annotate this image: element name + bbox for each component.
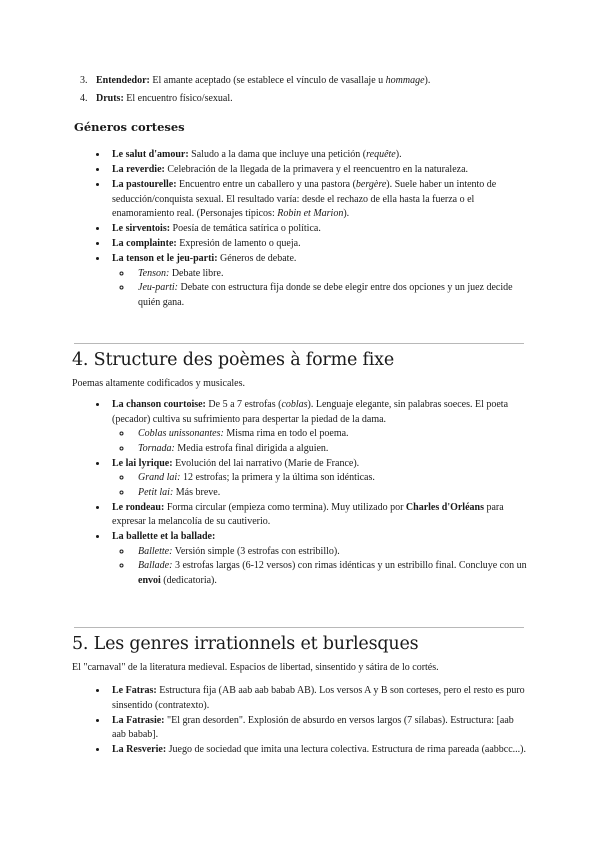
section-divider [74,343,524,344]
sub-list-item: ◦ Coblas unissonantes: Misma rima en todo el poema. [132,427,530,442]
list-item: • Le rondeau: Forma circular (empieza como termina). Muy utilizado por Charles d'Orléans para expresar la melancolía de su cautiverio. [108,501,530,530]
section-5-heading: 5. Les genres irrationnels et burlesques [72,634,419,654]
sub-list-item: ◦ Tenson: Debate libre. [132,267,530,282]
generos-list [74,148,530,311]
sub-list-item: ◦ Tornada: Media estrofa final dirigida a alguien. [132,442,530,457]
love-stages-list [72,72,530,108]
sub-list-item: ◦ Grand lai: 12 estrofas; la primera y la última son idénticas. [132,471,530,486]
list-item: • La Fatrasie: "El gran desorden". Explosión de absurdo en versos largos (7 sílabas). Estructura: [aab aab babab]. [108,714,530,743]
list-item: • La reverdie: Celebración de la llegada de la primavera y el reencuentro en la naturaleza. [108,163,530,178]
sub-list-item: ◦ Ballade: 3 estrofas largas (6-12 versos) con rimas idénticas y un estribillo final. Concluye con un envoi (dedicatoria). [132,559,530,588]
sub-list-item: ◦ Jeu-parti: Debate con estructura fija donde se debe elegir entre dos opciones y un juez decide quién gana. [132,281,530,310]
list-item: • La ballette et la ballade: ◦ Ballette: Versión simple (3 estrofas con estribillo). ◦ Ballade: 3 estrofas largas (6-12 versos) con rimas idénticas y un estribillo final. Concluye con un envoi (dedicatoria). [108,530,530,588]
sub-list-item: ◦ Petit lai: Más breve. [132,486,530,501]
list-item: 4. Druts: El encuentro físico/sexual. [90,90,530,108]
generos-heading: Géneros corteses [74,120,185,134]
sub-list-item: ◦ Ballette: Versión simple (3 estrofas con estribillo). [132,545,530,560]
list-item: • La tenson et le jeu-parti: Géneros de debate. ◦ Tenson: Debate libre. ◦ Jeu-parti: Debate con estructura fija donde se debe elegir entre dos opciones y un juez decide quién gana. [108,252,530,310]
section-5-intro: El "carnaval" de la literatura medieval. Espacios de libertad, sinsentido y sátira de lo cortés. [72,662,439,673]
list-item: • Le sirventois: Poesía de temática satírica o política. [108,222,530,237]
section-4-list [74,398,530,589]
list-item: • Le Fatras: Estructura fija (AB aab aab babab AB). Los versos A y B son corteses, pero el resto es puro sinsentido (contratexto). [108,684,530,713]
list-item: • Le lai lyrique: Evolución del lai narrativo (Marie de France). ◦ Grand lai: 12 estrofas; la primera y la última son idénticas. ◦ Petit lai: Más breve. [108,457,530,501]
list-item: • La pastourelle: Encuentro entre un caballero y una pastora (bergère). Suele haber un intento de seducción/conquista sexual. El resultado varía: desde el rechazo de ella hasta la fuerza o el enamoramiento real. (Personajes típicos: Robin et Marion). [108,178,530,222]
section-4-intro: Poemas altamente codificados y musicales. [72,378,246,389]
list-item: • La chanson courtoise: De 5 a 7 estrofas (coblas). Lenguaje elegante, sin palabras soeces. El poeta (pecador) cultiva su sufrimiento para despertar la piedad de la dama. ◦ Coblas unissonantes: Misma rima en todo el poema. ◦ Tornada: Media estrofa final dirigida a alguien. [108,398,530,456]
section-5-list [74,684,530,758]
list-item: • La complainte: Expresión de lamento o queja. [108,237,530,252]
list-item: 3. Entendedor: El amante aceptado (se establece el vínculo de vasallaje u hommage). [90,72,530,90]
section-4-heading: 4. Structure des poèmes à forme fixe [72,350,394,370]
section-divider [74,627,524,628]
list-item: • Le salut d'amour: Saludo a la dama que incluye una petición (requête). [108,148,530,163]
list-item: • La Resverie: Juego de sociedad que imita una lectura colectiva. Estructura de rima pareada (aabbcc...). [108,743,530,758]
